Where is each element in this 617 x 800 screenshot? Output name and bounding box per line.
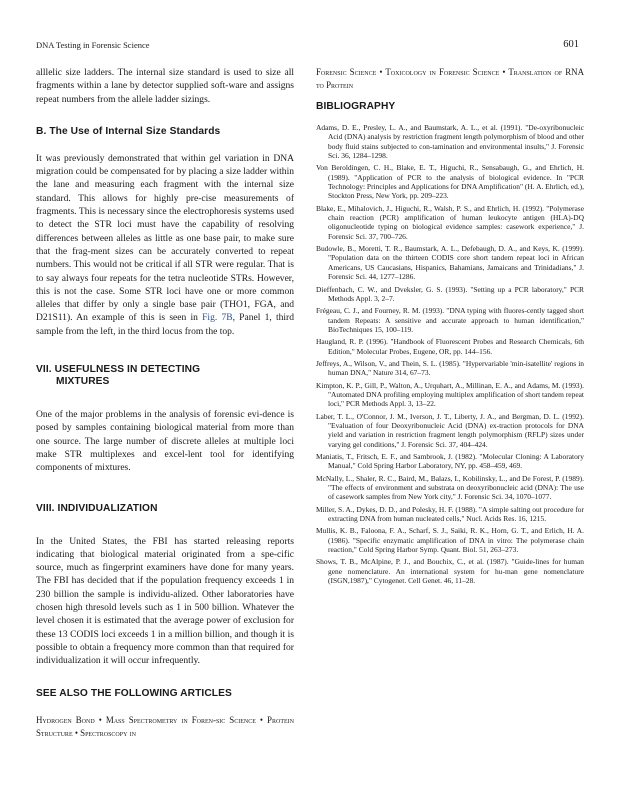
page-number: 601 — [563, 39, 579, 50]
reference-item: Budowle, B., Moretti, T. R., Baumstark, A. L., Defebaugh, D. A., and Keys, K. (1999). "Population data on the thirteen CODIS core short tandem repeat loci in African Americans, US Caucasians, Hispanics, Bahamians, Jamaicans and Trinidadians," J. Forensic Sci. 44, 1277–1286. — [316, 244, 584, 282]
intro-paragraph: alllelic size ladders. The internal size standard is used to size all fragments within a lane by detector supplied soft-ware and assigns repeat numbers from the allele ladder sizings. — [36, 67, 294, 105]
reference-item: Laber, T. L., O'Connor, J. M., Iverson, J. T., Liberty, J. A., and Bergman, D. L. (1992). "Evaluation of four Deoxyribonucleic Acid (DNA) ex-traction protocols for DNA yield and variation in restriction fragment length polymorphism (RFLP) sizes under varying gel conditions," J. Forensic Sci. 37, 404–424. — [316, 411, 584, 449]
reference-item: Shows, T. B., McAlpine, P. J., and Bouchix, C., et al. (1987). "Guide-lines for human gene nomenclature. An international system for hu-man gene nomenclature (ISGN,1987)," Cytogenet. Cell Genet. 46, 11–28. — [316, 557, 584, 586]
section-b-text-2: , Panel 1, third sample from the left, in the third locus from the top. — [36, 312, 294, 337]
see-also-links-continued[interactable]: Forensic Science • Toxicology in Forensic Science • Translation of RNA to Protein — [316, 67, 584, 90]
reference-item: Jeffreys, A., Wilson, V., and Thein, S. L. (1985). "Hypervariable 'min-isatellite' regions in human DNA," Nature 314, 67–73. — [316, 358, 584, 378]
bibliography-heading: BIBLIOGRAPHY — [316, 101, 396, 112]
section-7-heading-line1: VII. USEFULNESS IN DETECTING — [36, 364, 201, 376]
reference-item: Kimpton, K. P., Gill, P., Walton, A., Urquhart, A., Millinan, E. A., and Adams, M. (1993). "Automated DNA profiling employing multiplex amplification of short tandem repeat loci," PCR Methods Appl. 3, 13–22. — [316, 380, 584, 409]
section-b-heading: B. The Use of Internal Size Standards — [36, 125, 221, 137]
reference-list — [316, 123, 584, 585]
reference-item: Maniatis, T., Fritsch, E. F., and Sambrook, J. (1982). "Molecular Cloning: A Laboratory Manual," Cold Spring Harbor Laboratory, NY, pp. 458–459, 469. — [316, 452, 584, 471]
section-7-heading-line2: MIXTURES — [56, 376, 110, 388]
section-7-paragraph: One of the major problems in the analysis of forensic evi-dence is posed by samples containing biological material from more than one source. The large number of discrete alleles at multiple loci make STR multiplexes and excel-lent tool for identifying components of mixtures. — [36, 409, 294, 474]
section-8-heading: VIII. INDIVIDUALIZATION — [36, 502, 158, 514]
reference-item: Frégeau, C. J., and Fourney, R. M. (1993). "DNA typing with fluores-cently tagged short tandem Repeats: A sensitive and accurate approach to human identification," BioTechniques 15, 100–119. — [316, 306, 584, 334]
left-column — [36, 66, 294, 740]
see-also-heading: SEE ALSO THE FOLLOWING ARTICLES — [36, 687, 232, 699]
section-b-paragraph — [36, 152, 294, 338]
section-7-heading — [36, 364, 294, 388]
reference-item: McNally, L., Shaler, R. C., Baird, M., Balazs, I., Kobilinsky, L., and De Forest, P. (1989). "The effects of environment and substrata on deoxyribonucleic acid (DNA): The use of casework samples from New York city," J. Forensic Sci. 34, 1070–1077. — [316, 473, 584, 502]
reference-item: Dieffenbach, C. W., and Dveksler, G. S. (1993). "Setting up a PCR laboratory," PCR Methods Appl. 3, 2–7. — [316, 284, 584, 303]
reference-item: Miller, S. A., Dykes, D. D., and Polesky, H. F. (1988). "A simple salting out procedure for extracting DNA from human nucleated cells," Nucl. Acids Res. 16, 1215. — [316, 504, 584, 524]
reference-item: Mullis, K. B., Faloona, F. A., Scharf, S. J., Saiki, R. K., Horn, G. T., and Erlich, H. A. (1986). "Specific enzymatic amplification of DNA in vitro: The polymerase chain reaction," Cold Spring Harbor Symp. Quant. Biol. 51, 263–273. — [316, 526, 584, 555]
figure-7b-link[interactable]: Fig. 7B — [202, 312, 233, 324]
right-column — [316, 66, 584, 588]
running-title: DNA Testing in Forensic Science — [36, 40, 150, 50]
reference-item: Von Beroldingen, C. H., Blake, E. T., Higuchi, R., Sensabaugh, G., and Ehrlich, H. (1989). "Application of PCR to the analysis of biological evidence. In "PCR Technology: Principles and Applications for DNA Amplification" (H. A. Ehrlich, ed.), Stockton Press, New York, pp. 209–223. — [316, 163, 584, 201]
reference-item: Adams, D. E., Presley, L. A., and Baumstark, A. L., et al. (1991). "De-oxyribonucleic Acid (DNA) analysis by restriction fragment length polymorphism of blood and other body fluid stains subjected to con-tamination and environmental insults," J. Forensic Sci. 36, 1284–1298. — [316, 123, 584, 161]
section-8-paragraph: In the United States, the FBI has started releasing reports indicating that biological material originated from a spe-cific source, much as fingerprint examiners have done for many years. The FBI has decided that if the population frequency exceeds 1 in 230 billion the sample is individu-alized. Other laboratories have chosen high thresold levels such as 1 in 500 billion. Whatever the level chosen it is estimated that the average power of exclusion for these 13 CODIS loci exceeds 1 in a million billion, and though it is possible to obtain a frequency more common than that required for individualization it will occur infrequently. — [36, 535, 294, 667]
section-b-text-1: It was previously demonstrated that within gel variation in DNA migration could be compensated for by placing a size ladder within the lane and measuring each fragment with the internal size standard. This allows for highly pre-cise measurements of fragments. This is necessary since the electrophoresis systems used to detect the STR loci must have the capability of resolving differences between alleles as little as one base pair, to make sure that the frag-ment sizes can be accurately converted to repeat numbers. This would not be critical if all STR were regular. That is to say always four repeats for the tetra nucleotide STRs. However, this is not the case. Some STR loci have one or more common alleles that differ by only a single base pair (THO1, FGA, and D21S11). An example of this is seen in — [36, 152, 294, 324]
reference-item: Blake, E., Mihalovich, J., Higuchi, R., Walsh, P. S., and Ehrlich, H. (1992). "Polymerase chain reaction (PCR) amplification of human leukocyte antigen (HLA)-DQ oligonucleotide typing on biological evidence samples: casework experience," J. Forensic Sci. 37, 700–726. — [316, 203, 584, 241]
see-also-links[interactable]: Hydrogen Bond • Mass Spectrometry in Foren-sic Science • Protein Structure • Spectroscopy in — [36, 714, 294, 738]
reference-item: Haugland, R. P. (1996). "Handbook of Fluorescent Probes and Research Chemicals, 6th Edition," Molecular Probes, Eugene, OR, pp. 144–156. — [316, 337, 584, 356]
